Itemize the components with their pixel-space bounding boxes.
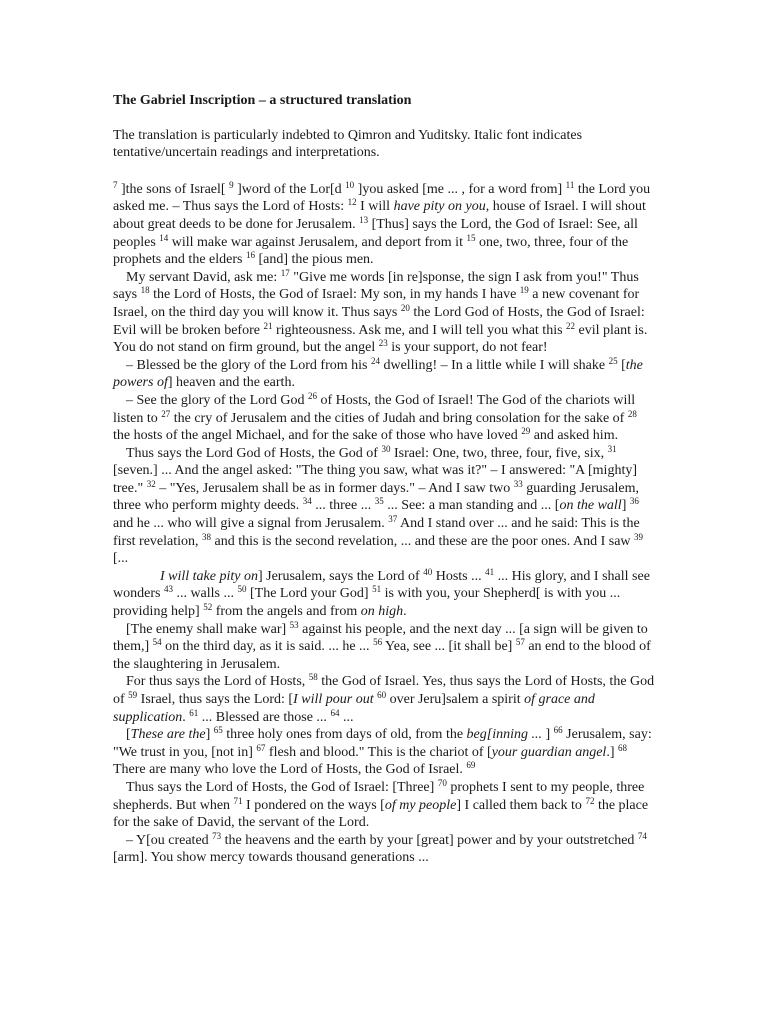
translation-paragraph xyxy=(113,673,656,726)
text-segment: ... walls ... xyxy=(172,586,238,602)
line-number: 68 xyxy=(617,742,627,753)
document-title: The Gabriel Inscription – a structured translation xyxy=(113,93,412,108)
text-segment: three holy ones from days of old, from the xyxy=(222,727,467,743)
line-number: 10 xyxy=(345,179,355,190)
text-segment: flesh and blood." This is the chariot of [ xyxy=(265,744,492,760)
line-number: 7 xyxy=(113,179,118,190)
text-segment: Israel, thus says the Lord: [ xyxy=(137,692,294,707)
text-segment: prophets I sent to my people, three shepherds. But when xyxy=(113,779,645,813)
line-number: 50 xyxy=(237,584,247,595)
line-number: 34 xyxy=(302,496,312,507)
text-segment: – "Yes, Jerusalem shall be as in former days." – And I saw two xyxy=(155,480,514,496)
line-number: 39 xyxy=(634,531,644,542)
line-number: 23 xyxy=(378,338,388,349)
text-segment: Yea, see ... [it shall be] xyxy=(382,639,516,655)
line-number: 64 xyxy=(330,707,340,718)
translation-paragraph xyxy=(113,621,656,674)
line-number: 61 xyxy=(189,707,199,718)
translation-paragraph xyxy=(113,392,656,445)
line-number: 26 xyxy=(307,390,317,401)
text-segment: the place for the sake of David, the servant of the Lord. xyxy=(113,797,649,831)
text-segment: There are many who love the Lord of Hosts, the God of Israel. xyxy=(113,762,467,778)
text-segment: ] Jerusalem, says the Lord of xyxy=(257,568,424,584)
text-segment: ] xyxy=(621,498,630,514)
text-segment: from the angels and from xyxy=(212,604,361,620)
line-number: 59 xyxy=(128,690,138,700)
line-number: 31 xyxy=(607,443,617,454)
line-number: 54 xyxy=(152,637,162,648)
uncertain-reading: I will take pity on xyxy=(160,568,258,584)
text-segment: . xyxy=(403,604,407,620)
text-segment: ] heaven and the earth. xyxy=(167,375,295,391)
uncertain-reading: of grace and supplication xyxy=(113,692,595,725)
line-number: 38 xyxy=(202,531,212,542)
text-segment: I will xyxy=(356,199,394,215)
text-segment: [seven.] ... And the angel asked: "The thing you saw, what was it?" – I answered: "A [mighty] tree." xyxy=(113,463,638,496)
text-segment: [ xyxy=(126,727,131,743)
uncertain-reading: These are the xyxy=(130,727,206,743)
line-number: 25 xyxy=(608,355,618,366)
text-segment: on the third day, as it is said. ... he ... xyxy=(161,639,374,655)
text-segment: Thus says the Lord God of Hosts, the God of xyxy=(126,445,382,461)
line-number: 35 xyxy=(374,496,384,507)
line-number: 43 xyxy=(163,584,173,595)
text-segment: dwelling! – In a little while I will shake xyxy=(379,357,609,373)
translation-paragraph xyxy=(113,568,656,621)
line-number: 21 xyxy=(263,320,273,331)
translation-body xyxy=(113,181,656,867)
translation-paragraph xyxy=(113,357,656,392)
text-segment: [arm]. You show mercy towards thousand generations ... xyxy=(113,850,429,866)
text-segment: ... three ... xyxy=(311,498,375,514)
text-segment: the Lord you asked me. – Thus says the Lord of Hosts: xyxy=(113,181,651,215)
line-number: 65 xyxy=(213,725,223,736)
text-segment: – Y[ou created xyxy=(126,832,213,848)
text-segment: the heavens and the earth by your [great] power and by your outstretched xyxy=(221,832,638,848)
line-number: 51 xyxy=(372,584,382,595)
line-number: 37 xyxy=(388,514,398,525)
text-segment: is your support, do not fear! xyxy=(387,340,548,356)
text-segment: the God of Israel. Yes, thus says the Lord of Hosts, the God of xyxy=(113,674,655,707)
uncertain-reading: I will pour out xyxy=(293,692,374,707)
line-number: 11 xyxy=(565,179,575,190)
uncertain-reading: the powers of xyxy=(113,357,643,391)
line-number: 30 xyxy=(381,443,391,454)
line-number: 9 xyxy=(229,179,234,190)
text-segment: one, two, three, four of the prophets and the elders xyxy=(113,234,629,268)
text-segment: over Jeru]salem a spirit xyxy=(386,692,525,707)
uncertain-reading: of my people xyxy=(384,797,457,813)
line-number: 71 xyxy=(233,795,243,806)
line-number: 66 xyxy=(553,725,563,736)
line-number: 58 xyxy=(308,672,318,683)
uncertain-reading: your guardian angel xyxy=(491,744,607,760)
text-segment: I pondered on the ways [ xyxy=(242,797,385,813)
text-segment: the cry of Jerusalem and the cities of Judah and bring consolation for the sake of xyxy=(170,410,628,426)
text-segment: and he ... who will give a signal from Jerusalem. xyxy=(113,516,389,532)
line-number: 57 xyxy=(515,637,525,648)
text-segment: ] xyxy=(205,727,214,743)
text-segment: will make war against Jerusalem, and deport from it xyxy=(168,234,467,250)
text-segment: "Give me words [in re]sponse, the sign I ask from you!" Thus says xyxy=(113,269,639,303)
line-number: 27 xyxy=(161,408,171,419)
translation-paragraph xyxy=(113,726,656,779)
line-number: 41 xyxy=(485,566,495,577)
translation-paragraph xyxy=(113,181,656,269)
text-segment: the Lord of Hosts, the God of Israel: My son, in my hands I have xyxy=(149,287,520,303)
text-segment: Thus says the Lord of Hosts, the God of Israel: [Three] xyxy=(126,779,438,795)
text-segment: [The Lord your God] xyxy=(246,586,373,602)
line-number: 70 xyxy=(437,777,447,788)
line-number: 53 xyxy=(289,619,299,630)
line-number: 12 xyxy=(347,197,357,208)
text-segment: Hosts ... xyxy=(432,568,486,584)
text-segment: My servant David, ask me: xyxy=(126,269,281,285)
line-number: 28 xyxy=(627,408,637,419)
line-number: 60 xyxy=(377,690,387,700)
line-number: 74 xyxy=(637,830,647,841)
line-number: 22 xyxy=(566,320,576,331)
line-number: 20 xyxy=(400,302,410,313)
text-segment: ]you asked [me ... , for a word from] xyxy=(354,181,566,197)
text-segment: ] I called them back to xyxy=(456,797,586,813)
line-number: 36 xyxy=(629,496,639,507)
line-number: 17 xyxy=(280,267,290,278)
text-segment: .] xyxy=(606,744,618,760)
line-number: 52 xyxy=(203,602,213,613)
text-segment: . xyxy=(182,709,190,725)
text-segment: ... His glory, and I shall see wonders xyxy=(113,568,650,602)
line-number: 73 xyxy=(212,830,222,841)
line-number: 67 xyxy=(256,742,266,753)
translation-paragraph xyxy=(113,832,656,867)
text-segment: guarding Jerusalem, three who perform mighty deeds. xyxy=(113,480,639,514)
uncertain-reading: on high xyxy=(360,604,404,620)
line-number: 29 xyxy=(521,426,531,437)
text-segment: ... Blessed are those ... xyxy=(198,709,331,725)
text-segment: Israel: One, two, three, four, five, six, xyxy=(390,445,608,461)
text-segment: , house of Israel. I will shout about great deeds to be done for Jerusalem. xyxy=(113,199,646,232)
line-number: 24 xyxy=(370,355,380,366)
line-number: 13 xyxy=(359,214,369,225)
text-segment: of Hosts, the God of Israel! The God of the chariots will listen to xyxy=(113,392,636,426)
text-segment: ] xyxy=(542,727,554,743)
line-number: 14 xyxy=(159,232,169,243)
text-segment: evil plant is. You do not stand on firm ground, but the angel xyxy=(113,322,648,356)
text-segment: righteousness. Ask me, and I will tell you what this xyxy=(272,322,567,338)
line-number: 33 xyxy=(513,478,523,489)
text-segment: [Thus] says the Lord, the God of Israel: See, all peoples xyxy=(113,216,638,250)
text-segment: and asked him. xyxy=(530,428,619,444)
text-segment: and this is the second revelation, ... and these are the poor ones. And I saw xyxy=(211,533,635,549)
text-segment: the hosts of the angel Michael, and for the sake of those who have loved xyxy=(113,428,522,444)
text-segment: against his people, and the next day ... [a sign will be given to them,] xyxy=(113,621,648,655)
text-segment: [and] the pious men. xyxy=(254,252,374,268)
text-segment: a new covenant for Israel, on the third day you will know it. Thus says xyxy=(113,287,640,320)
uncertain-reading: beg[inning ... xyxy=(466,727,542,743)
text-segment: And I stand over ... and he said: This is the first revelation, xyxy=(113,516,640,549)
text-segment: Jerusalem, say: "We trust in you, [not in] xyxy=(113,727,652,760)
text-segment: For thus says the Lord of Hosts, xyxy=(126,674,309,690)
intro-paragraph: The translation is particularly indebted to Qimron and Yuditsky. Italic font indicates tentative/uncertain readings and interpretations. xyxy=(113,127,583,161)
text-segment: the Lord God of Hosts, the God of Israel: Evil will be broken before xyxy=(113,304,645,338)
line-number: 56 xyxy=(373,637,383,648)
translation-paragraph xyxy=(113,269,656,357)
line-number: 19 xyxy=(519,285,529,296)
translation-paragraph xyxy=(113,445,656,568)
text-segment: ]the sons of Israel[ xyxy=(117,181,230,197)
line-number: 72 xyxy=(585,795,595,806)
line-number: 32 xyxy=(146,478,156,489)
translation-paragraph xyxy=(113,779,656,832)
line-number: 40 xyxy=(423,566,433,577)
text-segment: is with you, your Shepherd[ is with you ... providing help] xyxy=(113,586,621,620)
uncertain-reading: have pity on you xyxy=(393,199,486,215)
text-segment: [The enemy shall make war] xyxy=(126,621,290,637)
text-segment: ... See: a man standing and ... [ xyxy=(383,498,560,514)
text-segment: [... xyxy=(113,551,129,567)
text-segment: – Blessed be the glory of the Lord from his xyxy=(126,357,371,373)
line-number: 16 xyxy=(245,250,255,261)
text-segment: – See the glory of the Lord God xyxy=(126,392,308,408)
text-segment: an end to the blood of the slaughtering in Jerusalem. xyxy=(113,639,651,672)
line-number: 15 xyxy=(466,232,476,243)
uncertain-reading: on the wall xyxy=(559,498,622,514)
text-segment: [ xyxy=(617,357,626,373)
line-number: 18 xyxy=(140,285,150,296)
text-segment: ... xyxy=(339,709,354,725)
line-number: 69 xyxy=(466,760,476,771)
text-segment: ]word of the Lor[d xyxy=(233,181,346,197)
